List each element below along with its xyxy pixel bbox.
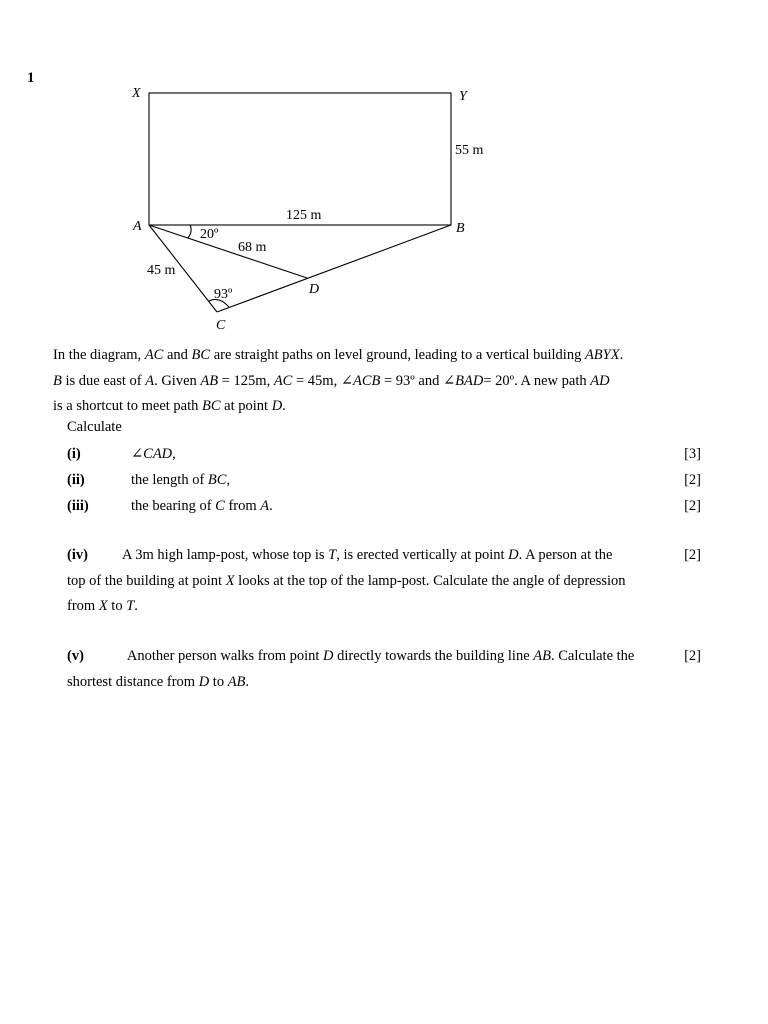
part-label: (iv) bbox=[67, 547, 88, 563]
point-label-b: B bbox=[456, 221, 465, 236]
part-text: ∠CAD, bbox=[131, 446, 176, 462]
length-label-ad: 68 m bbox=[238, 240, 267, 255]
point-label-a: A bbox=[133, 219, 142, 234]
length-label-ab: 125 m bbox=[286, 208, 322, 223]
question-number: 1 bbox=[27, 70, 35, 86]
length-label-ac: 45 m bbox=[147, 263, 176, 278]
part-marks: [2] bbox=[684, 547, 701, 563]
statement-line-3: is a shortcut to meet path BC at point D. bbox=[53, 398, 286, 414]
statement-line-2: B is due east of A. Given AB = 125m, AC = 45m, ∠ACB = 93º and ∠BAD= 20º. A new path AD bbox=[53, 372, 610, 389]
angle-arc-bad bbox=[188, 225, 191, 238]
point-label-d: D bbox=[309, 282, 320, 297]
part-label: (iii) bbox=[67, 498, 89, 514]
part-label: (i) bbox=[67, 446, 81, 462]
part-iv: (iv) A 3m high lamp-post, whose top is T, is erected vertically at point D. A person at the [2] top of the building at point X looks at the top of the lamp-post. Calculate the angle of depression from X to T. bbox=[67, 543, 707, 620]
part-marks: [2] bbox=[684, 498, 701, 514]
part-marks: [3] bbox=[684, 446, 701, 462]
angle-label-bad: 20º bbox=[200, 227, 219, 242]
geometry-diagram bbox=[0, 0, 768, 340]
length-label-yb: 55 m bbox=[455, 143, 484, 158]
segment-cb bbox=[217, 225, 451, 312]
part-label: (v) bbox=[67, 648, 84, 664]
part-text: the length of BC, bbox=[131, 472, 231, 488]
statement-line-1: In the diagram, AC and BC are straight paths on level ground, leading to a vertical building ABYX. bbox=[53, 347, 624, 363]
part-v: (v) Another person walks from point D directly towards the building line AB. Calculate the [2] shortest distance from D to AB. bbox=[67, 644, 707, 695]
point-label-y: Y bbox=[459, 89, 467, 104]
part-marks: [2] bbox=[684, 472, 701, 488]
part-label: (ii) bbox=[67, 472, 85, 488]
part-text: the bearing of C from A. bbox=[131, 498, 273, 514]
problem-statement bbox=[53, 343, 713, 420]
point-label-x: X bbox=[132, 86, 141, 101]
point-label-c: C bbox=[216, 318, 226, 333]
calculate-label: Calculate bbox=[67, 419, 122, 435]
part-marks: [2] bbox=[684, 648, 701, 664]
angle-label-acb: 93º bbox=[214, 287, 233, 302]
building-rectangle-abyx bbox=[149, 93, 451, 225]
